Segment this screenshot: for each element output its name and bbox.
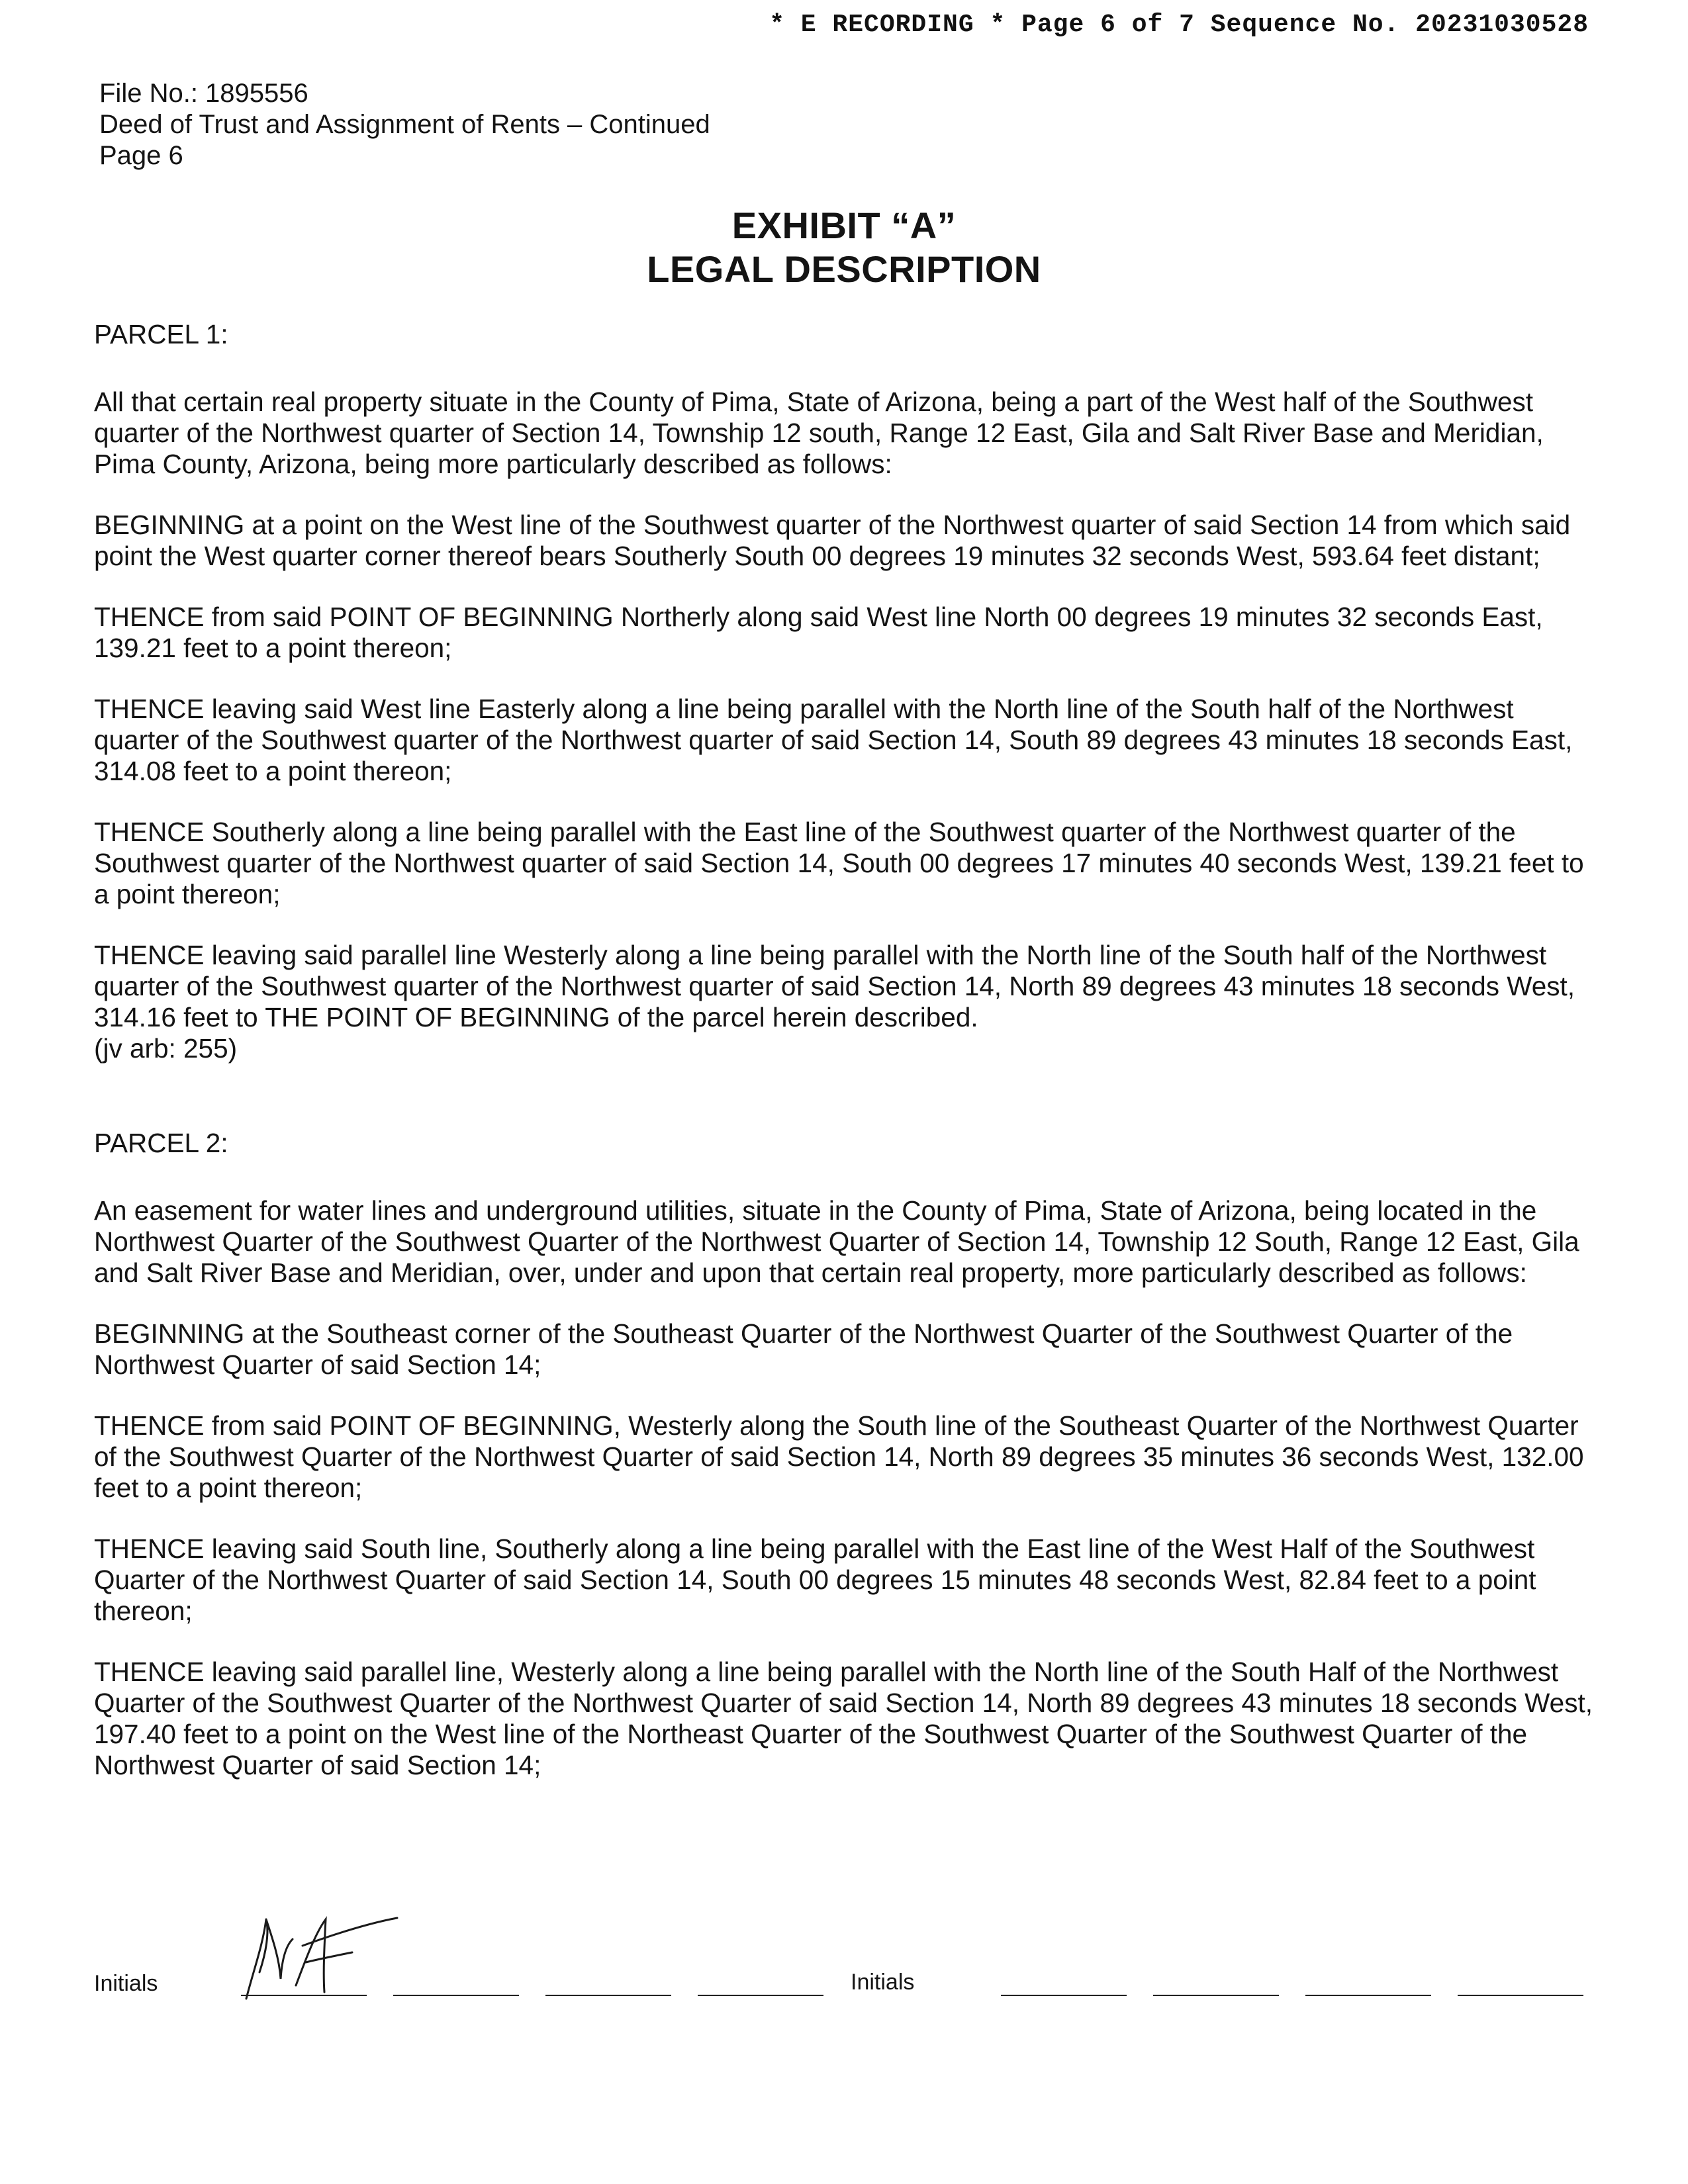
initials-line (1458, 1995, 1583, 1996)
initials-line (1305, 1995, 1431, 1996)
parcel-1-heading: PARCEL 1: (94, 319, 228, 349)
parcel-1-paragraph: THENCE from said POINT OF BEGINNING Northerly along said West line North 00 degrees 19 minutes 32 seconds East, 139.21 feet to a point thereon; (94, 602, 1543, 663)
file-header (99, 78, 710, 171)
parcel-2-paragraph: THENCE leaving said South line, Southerly along a line being parallel with the East line of the West Half of the Southwest Quarter of the Northwest Quarter of said Section 14, South 00 degrees 15 minutes 48 seconds West, 82.84 feet to a point thereon; (94, 1533, 1536, 1626)
initials-line (1001, 1995, 1127, 1996)
initials-row (94, 1906, 1595, 1999)
parcel-1-paragraph: BEGINNING at a point on the West line of the Southwest quarter of the Northwest quarter of said Section 14 from which said point the West quarter corner thereof bears Southerly South 00 degrees 19 minutes 32 seconds West, 593.64 feet distant; (94, 510, 1571, 571)
handwritten-initials-signature (240, 1906, 399, 2005)
exhibit-title: EXHIBIT “A” (731, 205, 957, 246)
file-number: File No.: 1895556 (99, 79, 308, 108)
document-title: Deed of Trust and Assignment of Rents – Continued (99, 110, 710, 139)
parcel-1-note: (jv arb: 255) (94, 1033, 238, 1064)
parcel-2-paragraph: BEGINNING at the Southeast corner of the Southeast Quarter of the Northwest Quarter of the Southwest Quarter of the Northwest Quarter of said Section 14; (94, 1318, 1513, 1380)
initials-line (1153, 1995, 1279, 1996)
initials-line (545, 1995, 671, 1996)
parcel-1-paragraph: THENCE Southerly along a line being parallel with the East line of the Southwest quarter of the Northwest quarter of the Southwest quarter of the Northwest quarter of said Section 14, South 00 degrees 17 minutes 40 seconds West, 139.21 feet to a point thereon; (94, 817, 1584, 909)
initials-line (698, 1995, 823, 1996)
initials-line (241, 1995, 367, 1996)
exhibit-heading (0, 204, 1688, 291)
exhibit-subtitle: LEGAL DESCRIPTION (647, 248, 1041, 290)
legal-description-body (94, 319, 1595, 1781)
parcel-2-paragraph: An easement for water lines and underground utilities, situate in the County of Pima, State of Arizona, being located in the Northwest Quarter of the Southwest Quarter of the Northwest Quarter of Section 14, Township 12 South, Range 12 East, Gila and Salt River Base and Meridian, over, under and upon that certain real property, more particularly described as follows: (94, 1195, 1579, 1288)
parcel-2-paragraph: THENCE from said POINT OF BEGINNING, Westerly along the South line of the Southeast Quarter of the Northwest Quarter of the Southwest Quarter of the Northwest Quarter of said Section 14, North 89 degrees 35 minutes 36 seconds West, 132.00 feet to a point thereon; (94, 1410, 1584, 1503)
initials-line (393, 1995, 519, 1996)
parcel-1-paragraph: THENCE leaving said West line Easterly along a line being parallel with the North line of the South half of the Northwest quarter of the Southwest quarter of the Northwest quarter of said Section 14, South 89 degrees 43 minutes 18 seconds East, 314.08 feet to a point thereon; (94, 694, 1573, 786)
recording-stamp: * E RECORDING * Page 6 of 7 Sequence No. 20231030528 (769, 11, 1589, 39)
parcel-2-paragraph: THENCE leaving said parallel line, Westerly along a line being parallel with the North line of the South Half of the Northwest Quarter of the Southwest Quarter of the Northwest Quarter of said Section 14, North 89 degrees 43 minutes 18 seconds West, 197.40 feet to a point on the West line of the Northeast Quarter of the Southwest Quarter of the Southwest Quarter of the Northwest Quarter of said Section 14; (94, 1657, 1593, 1780)
parcel-1-paragraph: THENCE leaving said parallel line Westerly along a line being parallel with the North line of the South half of the Northwest quarter of the Southwest quarter of the Northwest quarter of said Section 14, North 89 degrees 43 minutes 18 seconds West, 314.16 feet to THE POINT OF BEGINNING of the parcel herein described. (94, 940, 1575, 1032)
initials-label-left: Initials (94, 1971, 158, 1996)
page-number: Page 6 (99, 141, 183, 170)
parcel-1-paragraph: All that certain real property situate in the County of Pima, State of Arizona, being a part of the West half of the Southwest quarter of the Northwest quarter of Section 14, Township 12 south, Range 12 East, Gila and Salt River Base and Meridian, Pima County, Arizona, being more particularly described as follows: (94, 387, 1544, 479)
initials-label-right: Initials (851, 1970, 915, 1995)
parcel-2-heading: PARCEL 2: (94, 1128, 228, 1158)
